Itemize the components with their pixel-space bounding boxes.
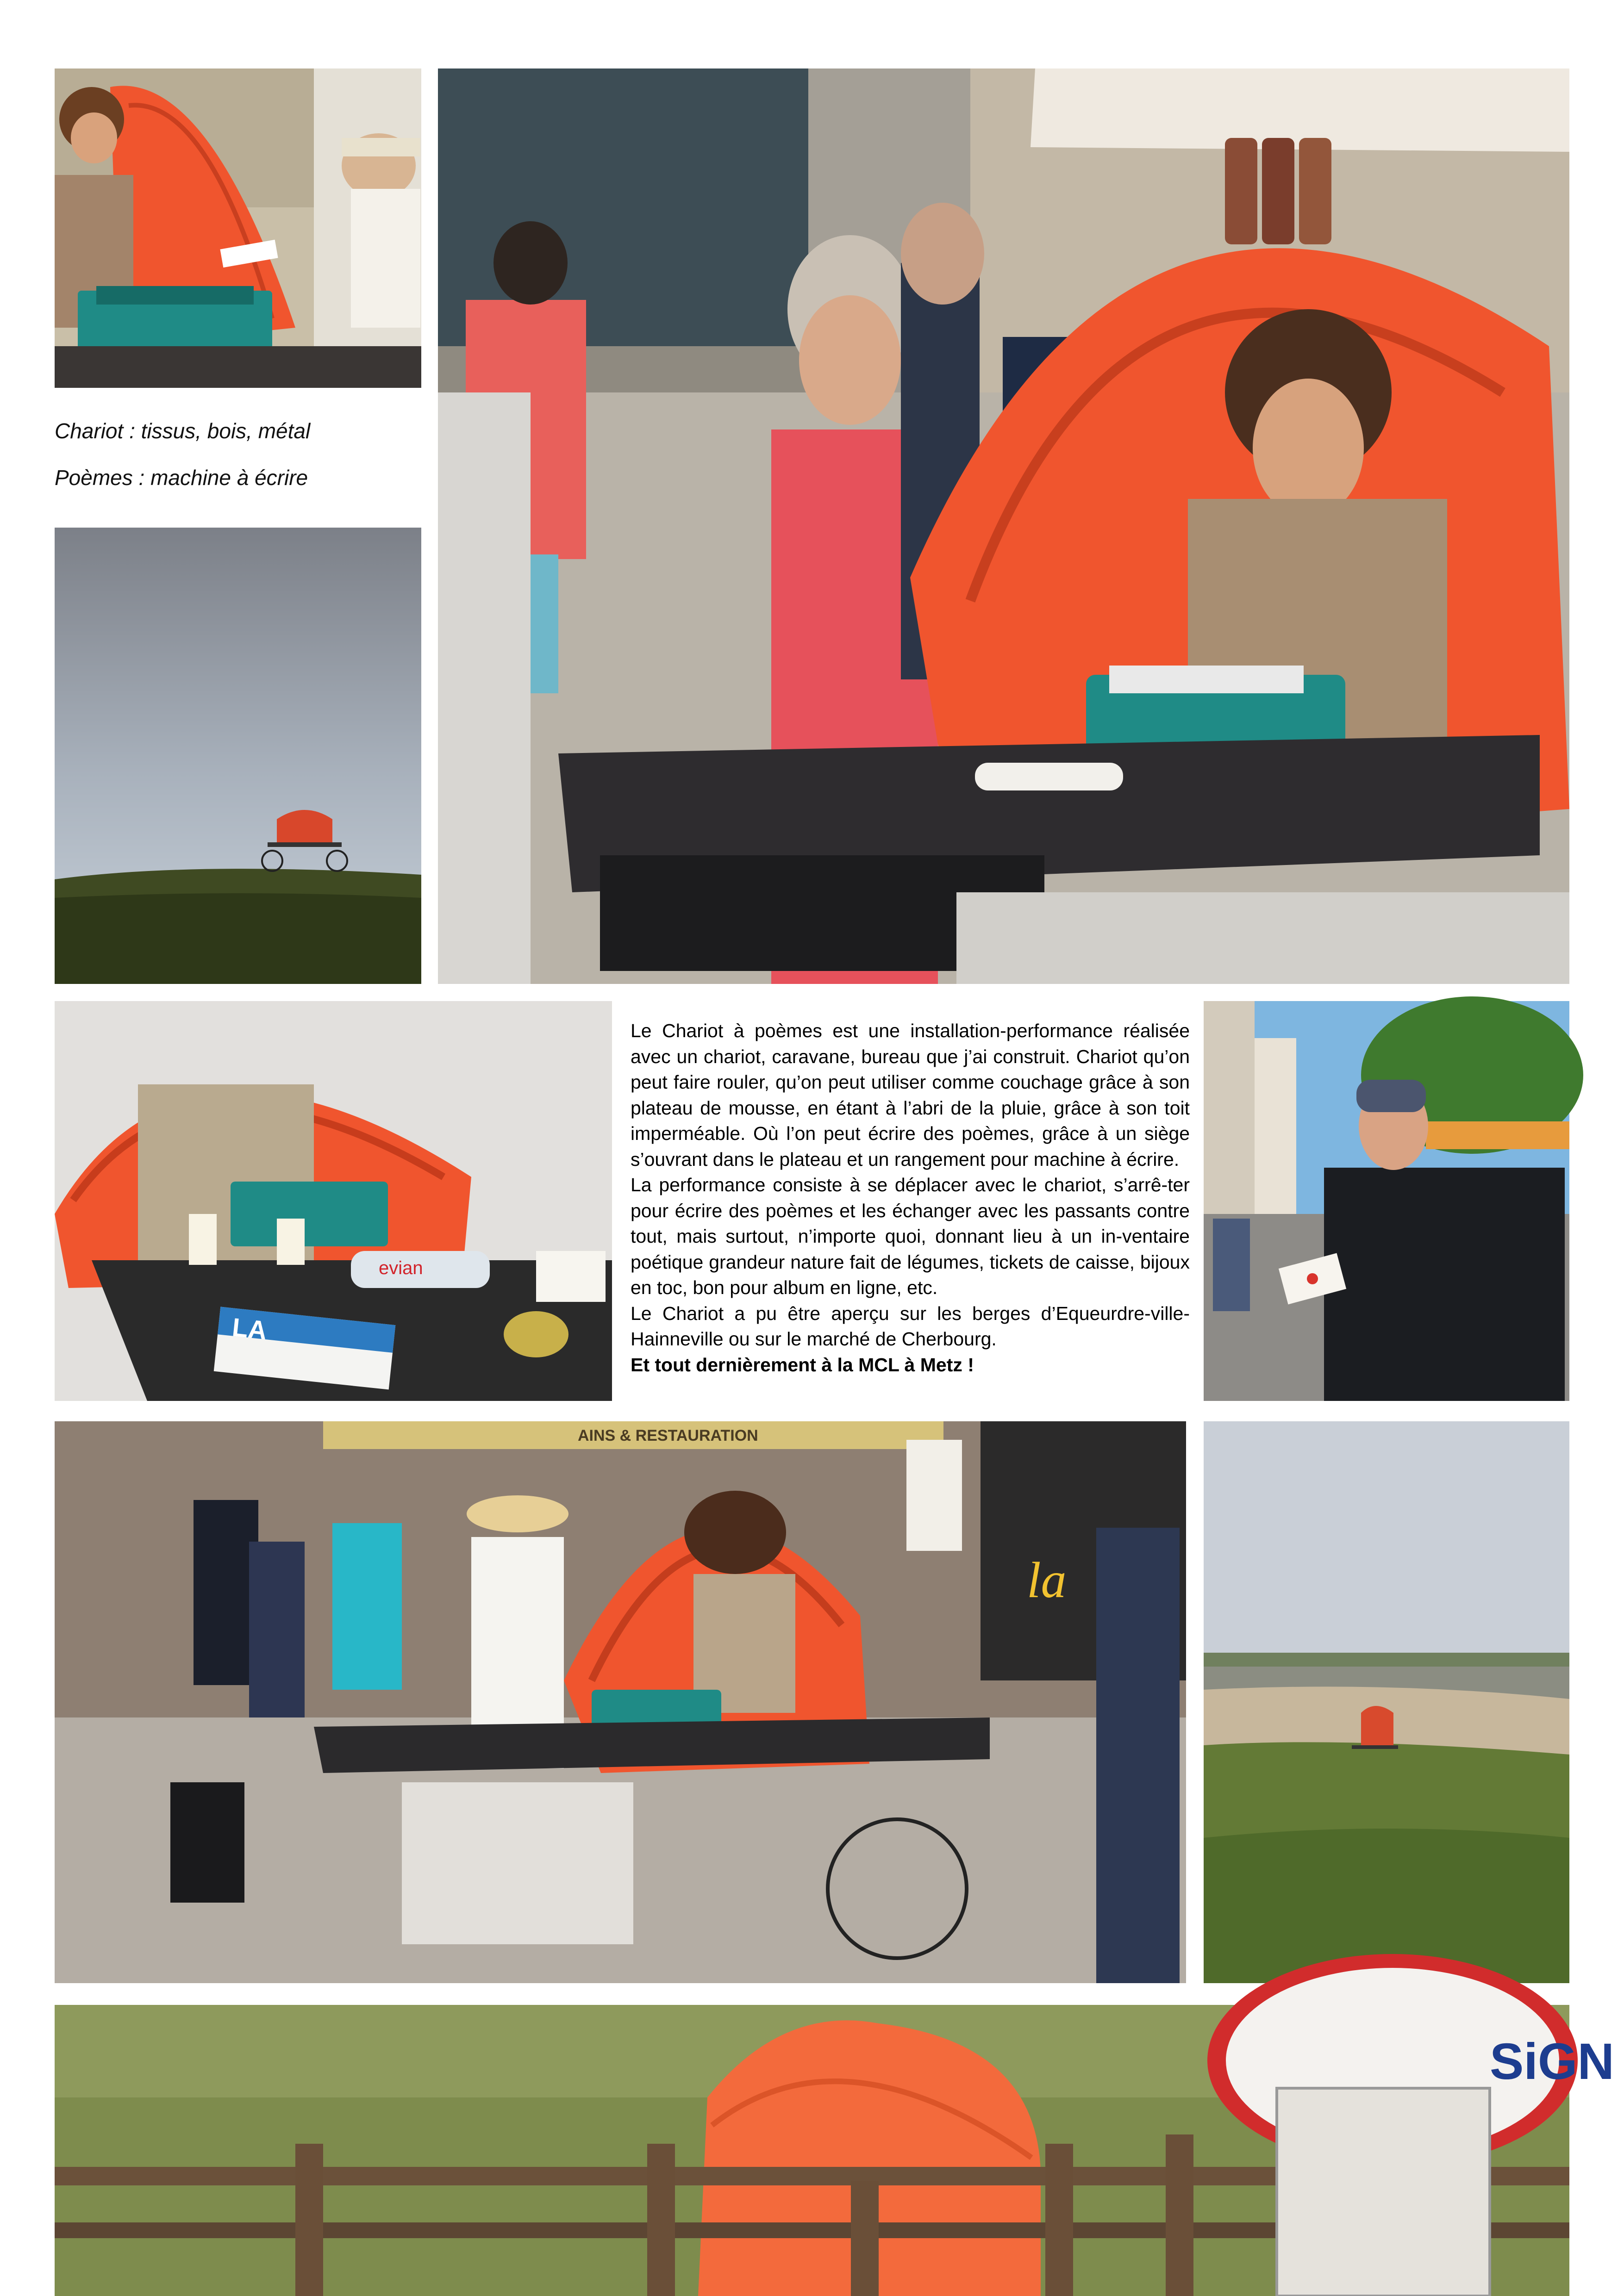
- photo-market-conversation: [438, 68, 1569, 984]
- photo-chariot-hill: [55, 528, 421, 984]
- photo-chariot-fence: [55, 2005, 1614, 2296]
- photo-beach-chariot: [1204, 1421, 1569, 1983]
- market-sign-text: AINS & RESTAURATION: [578, 1427, 758, 1444]
- description-paragraph-1: Le Chariot à poèmes est une installation-performance réalisée avec un chariot, caravane, bureau que j’ai construit. Chariot qu’on peut faire rouler, qu’on peut utiliser comme couchage grâce à son plateau de mousse, en étant à l’abri de la pluie, grâce à son toit imperméable. Où l’on peut écrire des poèmes, grâce à un siège s’ouvrant dans le plateau et un rangement pour machine à écrire.: [631, 1020, 1190, 1170]
- newspaper-title: LA: [231, 1312, 269, 1345]
- market-sign-accent: la: [1027, 1552, 1067, 1608]
- photo-street-performance: [55, 1421, 1186, 1983]
- photo-man-with-poem: [1204, 1001, 1569, 1401]
- photo-table-inventory: [55, 1001, 612, 1401]
- caption-materials-poems: Poèmes : machine à écrire: [55, 466, 308, 490]
- description-paragraph-4: Et tout dernièrement à la MCL à Metz !: [631, 1354, 974, 1375]
- description-paragraph-3: Le Chariot a pu être aperçu sur les berges d’Equeurdre-ville-Hainneville ou sur le marché de Cherbourg.: [631, 1302, 1190, 1350]
- road-sign-text: SiGN: [1490, 2033, 1614, 2090]
- description-paragraph-2: La performance consiste à se déplacer avec le chariot, s’arrê-ter pour écrire des poèmes et les échanger avec les passants contre tout, mais surtout, n’importe quoi, donnant lieu à un in-ventaire poétique grandeur nature fait de légumes, tickets de caisse, bijoux en toc, bon pour album en ligne, etc.: [631, 1174, 1190, 1298]
- caption-materials-chariot: Chariot : tissus, bois, métal: [55, 419, 311, 443]
- photo-poem-exchange: [55, 68, 421, 388]
- bottle-label: evian: [379, 1258, 423, 1278]
- description-text: [631, 1018, 1190, 1378]
